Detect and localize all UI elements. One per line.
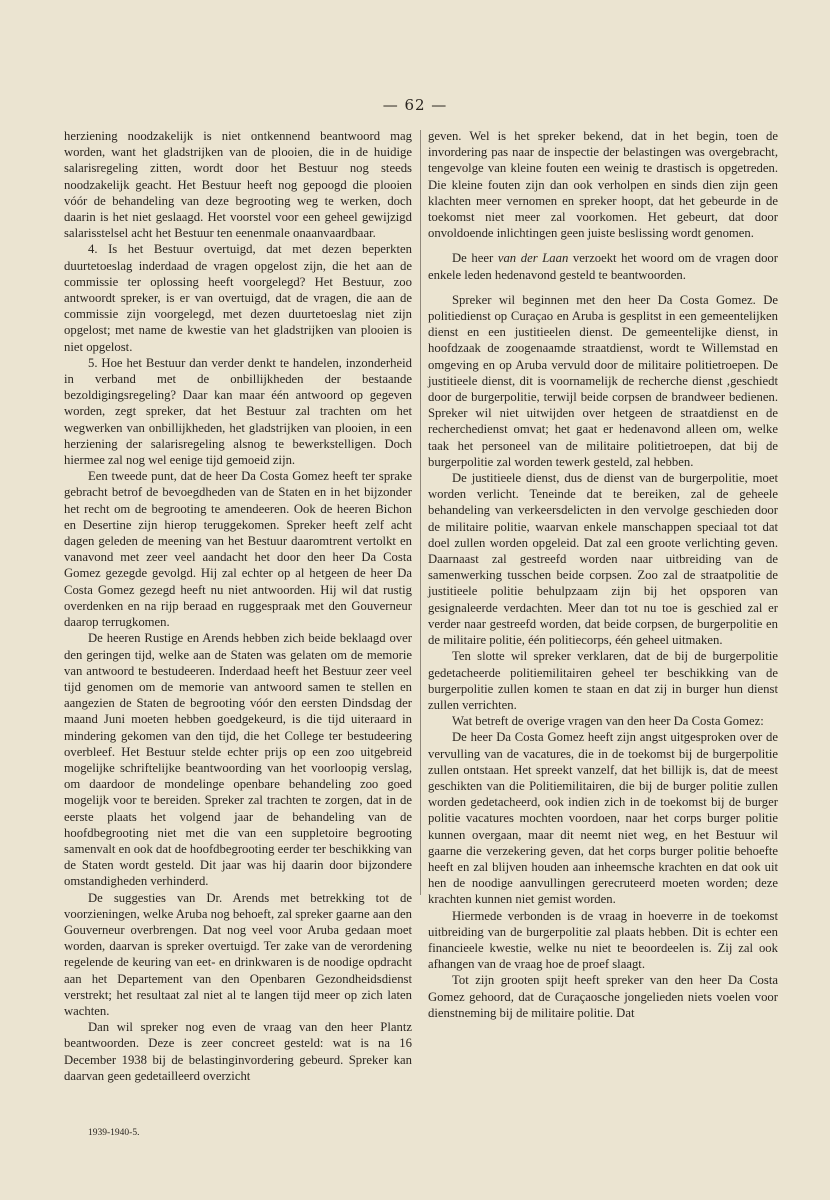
paragraph: De justitieele dienst, dus de dienst van de burgerpolitie, moet worden verlicht. Teneinde dat te bereiken, zal de geheele behandeling van verkeersdelicten in den vervolge geschieden door de militaire politie, waarvan enkele manschappen speciaal tot dat doel zullen worden opgeleid. Dat zal een groote verlichting geven. Daarnaast zal gestreefd worden naar uitbreiding van de samenwerking tusschen beide corpsen. Zoo zal de straatpolitie de justitieele politie behulpzaam zijn bij het opsporen van gesignaleerde verdachten. Meer dan tot nu toe is geschied zal er verder naar gestreefd worden, dat beide corpsen, de burgerpolitie en de militaire politie, één politiecorps, één geheel uitmaken. [428,471,778,648]
paragraph: herziening noodzakelijk is niet ontkennend beantwoord mag worden, want het gladstrijken van de plooien, die in de huidige salarisregeling zitten, wordt door het Bestuur nog steeds noodzakelijk geacht. Het Bestuur heeft nog gepoogd die plooien vóór de behandeling van deze begrooting weg te werken, doch daarin is het niet geslaagd. Het voorstel voor een geheel gewijzigd salarisstelsel acht het Bestuur ten eenenmale onaanvaardbaar. [64,129,412,241]
right-column [428,128,778,1021]
footer-reference: 1939-1940-5. [88,1128,140,1138]
paragraph: De heer Da Costa Gomez heeft zijn angst uitgesproken over de vervulling van de vacatures, die in de toekomst bij de burgerpolitie zullen ontstaan. Het spreekt vanzelf, dat het billijk is, dat de meest geschikten van die Politiemilitairen, die bij de burger politie zullen worden gedetacheerd, ook indien zich in de toekomst bij de burger politie vacatures mochten voordoen, naar het corps burger politie kunnen overgaan, maar dit neemt niet weg, en het Bestuur wil gaarne die verzekering geven, dat het corps burger politie behoefte heeft en zal blijven houden aan inheemsche krachten en dat ook uit hen de noodige aanvullingen gerecruteerd moeten worden; deze krachten kunnen niet gemist worden. [428,730,778,907]
paragraph-start: Spreker [452,292,492,307]
speaker-name: van der Laan [497,251,569,266]
left-column [64,128,412,1084]
paragraph [428,292,778,470]
paragraph: Wat betreft de overige vragen van den heer Da Costa Gomez: [452,714,764,729]
paragraph: 4. Is het Bestuur overtuigd, dat met dezen beperkten duurtetoeslag inderdaad de vragen opgelost zijn, die het aan de commissie ter oplossing heeft voorgelegd? Het Bestuur, zoo antwoordt spreker, is er van overtuigd, dat de vragen, die aan de commissie zijn voorgelegd, met dezen duurtetoeslag niet zijn opgelost; met name de kwestie van het gladstrijken van plooien is niet opgelost. [64,242,412,354]
paragraph: 5. Hoe het Bestuur dan verder denkt te handelen, inzonderheid in verband met de onbillijkheden der bestaande bezoldigingsregeling? Daar kan maar één antwoord op gegeven worden, zegt spreker, dat het Bestuur zal trachten om het wegwerken van onbillijkheden, het gladstrijken van plooien, in een herziening der salarisregeling alsnog te bewerkstelligen. Doch hiermee zal nog wel eenige tijd gemoeid zijn. [64,355,412,468]
paragraph: Ten slotte wil spreker verklaren, dat de bij de burgerpolitie gedetacheerde politiemilitairen geheel ter beschikking van de burgerpolitie zullen komen te staan en dat zij in burger hun dienst zullen verrichten. [428,649,778,712]
paragraph: geven. Wel is het spreker bekend, dat in het begin, toen de invordering pas naar de inspectie der belastingen was overgebracht, tengevolge van kleine fouten een weinig te drastisch is opgetreden. Die kleine fouten zijn dan ook verholpen en sinds dien zijn geen klachten meer vernomen en spreker hoopt, dat het gebeurde in de toekomst niet meer zal voorkomen. Het gebeurt, dat door onvoldoende inlichtingen geen juiste beslissing wordt genomen. [428,129,778,241]
announcement-suffix: verzoekt het woord om de vragen door enkele leden hedenavond gesteld te beantwoorden. [428,251,778,282]
paragraph: Hiermede verbonden is de vraag in hoeverre in de toekomst uitbreiding van de burgerpolitie zal plaats hebben. Dit is echter een financieele kwestie, welke nu niet te beoordeelen is. Zij zal ook afhangen van de vraag hoe de proef slaagt. [428,908,778,972]
paragraph: Dan wil spreker nog even de vraag van den heer Plantz beantwoorden. Deze is zeer concreet gesteld: wat is na 16 December 1938 bij de belastinginvordering gebeurd. Spreker kan daarvan geen gedetailleerd overzicht [64,1020,412,1083]
paragraph: De suggesties van Dr. Arends met betrekking tot de voorzieningen, welke Aruba nog behoeft, zal spreker gaarne aan den Gouverneur overbrengen. Dat nog veel voor Aruba gedaan moet worden, daarvan is spreker overtuigd. Ter zake van de verordening regelende de keuring van eet- en drinkwaren is de noodige opdracht aan het Departement van den Openbaren Gezondheidsdienst verstrekt; het resultaat zal niet al te langen tijd meer op zich laten wachten. [64,890,412,1018]
speaker-announcement [428,250,778,282]
paragraph: Een tweede punt, dat de heer Da Costa Gomez heeft ter sprake gebracht betrof de bevoegdheden van de Staten en in het bijzonder het recht om de begrooting te amendeeren. Ook de heeren Bichon en Desertine zijn hierop teruggekomen. Spreker heeft zelf acht dagen geleden de meening van het Bestuur daaromtrent vertolkt en vanavond met zeer veel aandacht het door den heer Da Costa Gomez gezegde gevolgd. Hij zal echter op al hetgeen de heer Da Costa Gomez gezegd heeft nu niet antwoorden. Hij wil dat rustig overdenken en na rijp beraad en ruggespraak met den Gouverneur daarop terrugkomen. [64,469,412,630]
announcement-prefix: De heer [452,251,498,266]
paragraph: De heeren Rustige en Arends hebben zich beide beklaagd over den geringen tijd, welke aan de Staten was gelaten om de memorie van antwoord te bestudeeren. Inderdaad heeft het Bestuur zeer veel tijd genomen om de memorie van antwoord samen te stellen en aangezien de Staten de begrooting vóór den eersten Dindsdag der maand Juni moeten hebben goedgekeurd, is die tijd uiteraard in mindering gekomen van den tijd, die het College ter bestudeering overbleef. Het Bestuur stelde echter prijs op een zoo uitgebreid mogelijke schriftelijke beantwoording van het voorloopig verslag, om daardoor de mondelinge openbare behandeling zoo goed mogelijk voor te bereiden. Spreker zal trachten te zorgen, dat in de eerste plaats het volgend jaar de behandeling van de hoofdbegrooting niet met die van een suppletoire begrooting samenvalt en ook dat de hoofdbegrooting eerder ter beschikking van de Staten wordt gesteld. Dit jaar was hij daarin door bijzondere omstandigheden verhinderd. [64,631,412,889]
column-divider [420,130,421,895]
paragraph-body: wil beginnen met den heer Da Costa Gomez. De politiedienst op Curaçao en Aruba is gesplitst in een gemeentelijken dienst en een justitieelen dienst. De gemeentelijke dienst, in hoofdzaak de zoogenaamde straatdienst, wordt te Willemstad en omgeving en op Aruba vervuld door de militaire politietroepen. De justitieele dienst, dit is voornamelijk de recherche dienst ,geschiedt door de burgerpolitie, terwijl beide corpsen de brandweer bedienen. Spreker wil niet uitwijden over hetgeen de straatdienst en de recherchedienst omvat; het gaat er hedenavond alleen om, welke taak het personeel van de militaire politietroepen, dat bij de burgerpolitie zal worden tewerk gesteld, zal hebben. [428,292,778,469]
paragraph: Tot zijn grooten spijt heeft spreker van den heer Da Costa Gomez gehoord, dat de Curaçaosche jongelieden niets voelen voor dienstneming bij de militaire politie. Dat [428,973,778,1020]
page-number: — 62 — [382,96,448,114]
